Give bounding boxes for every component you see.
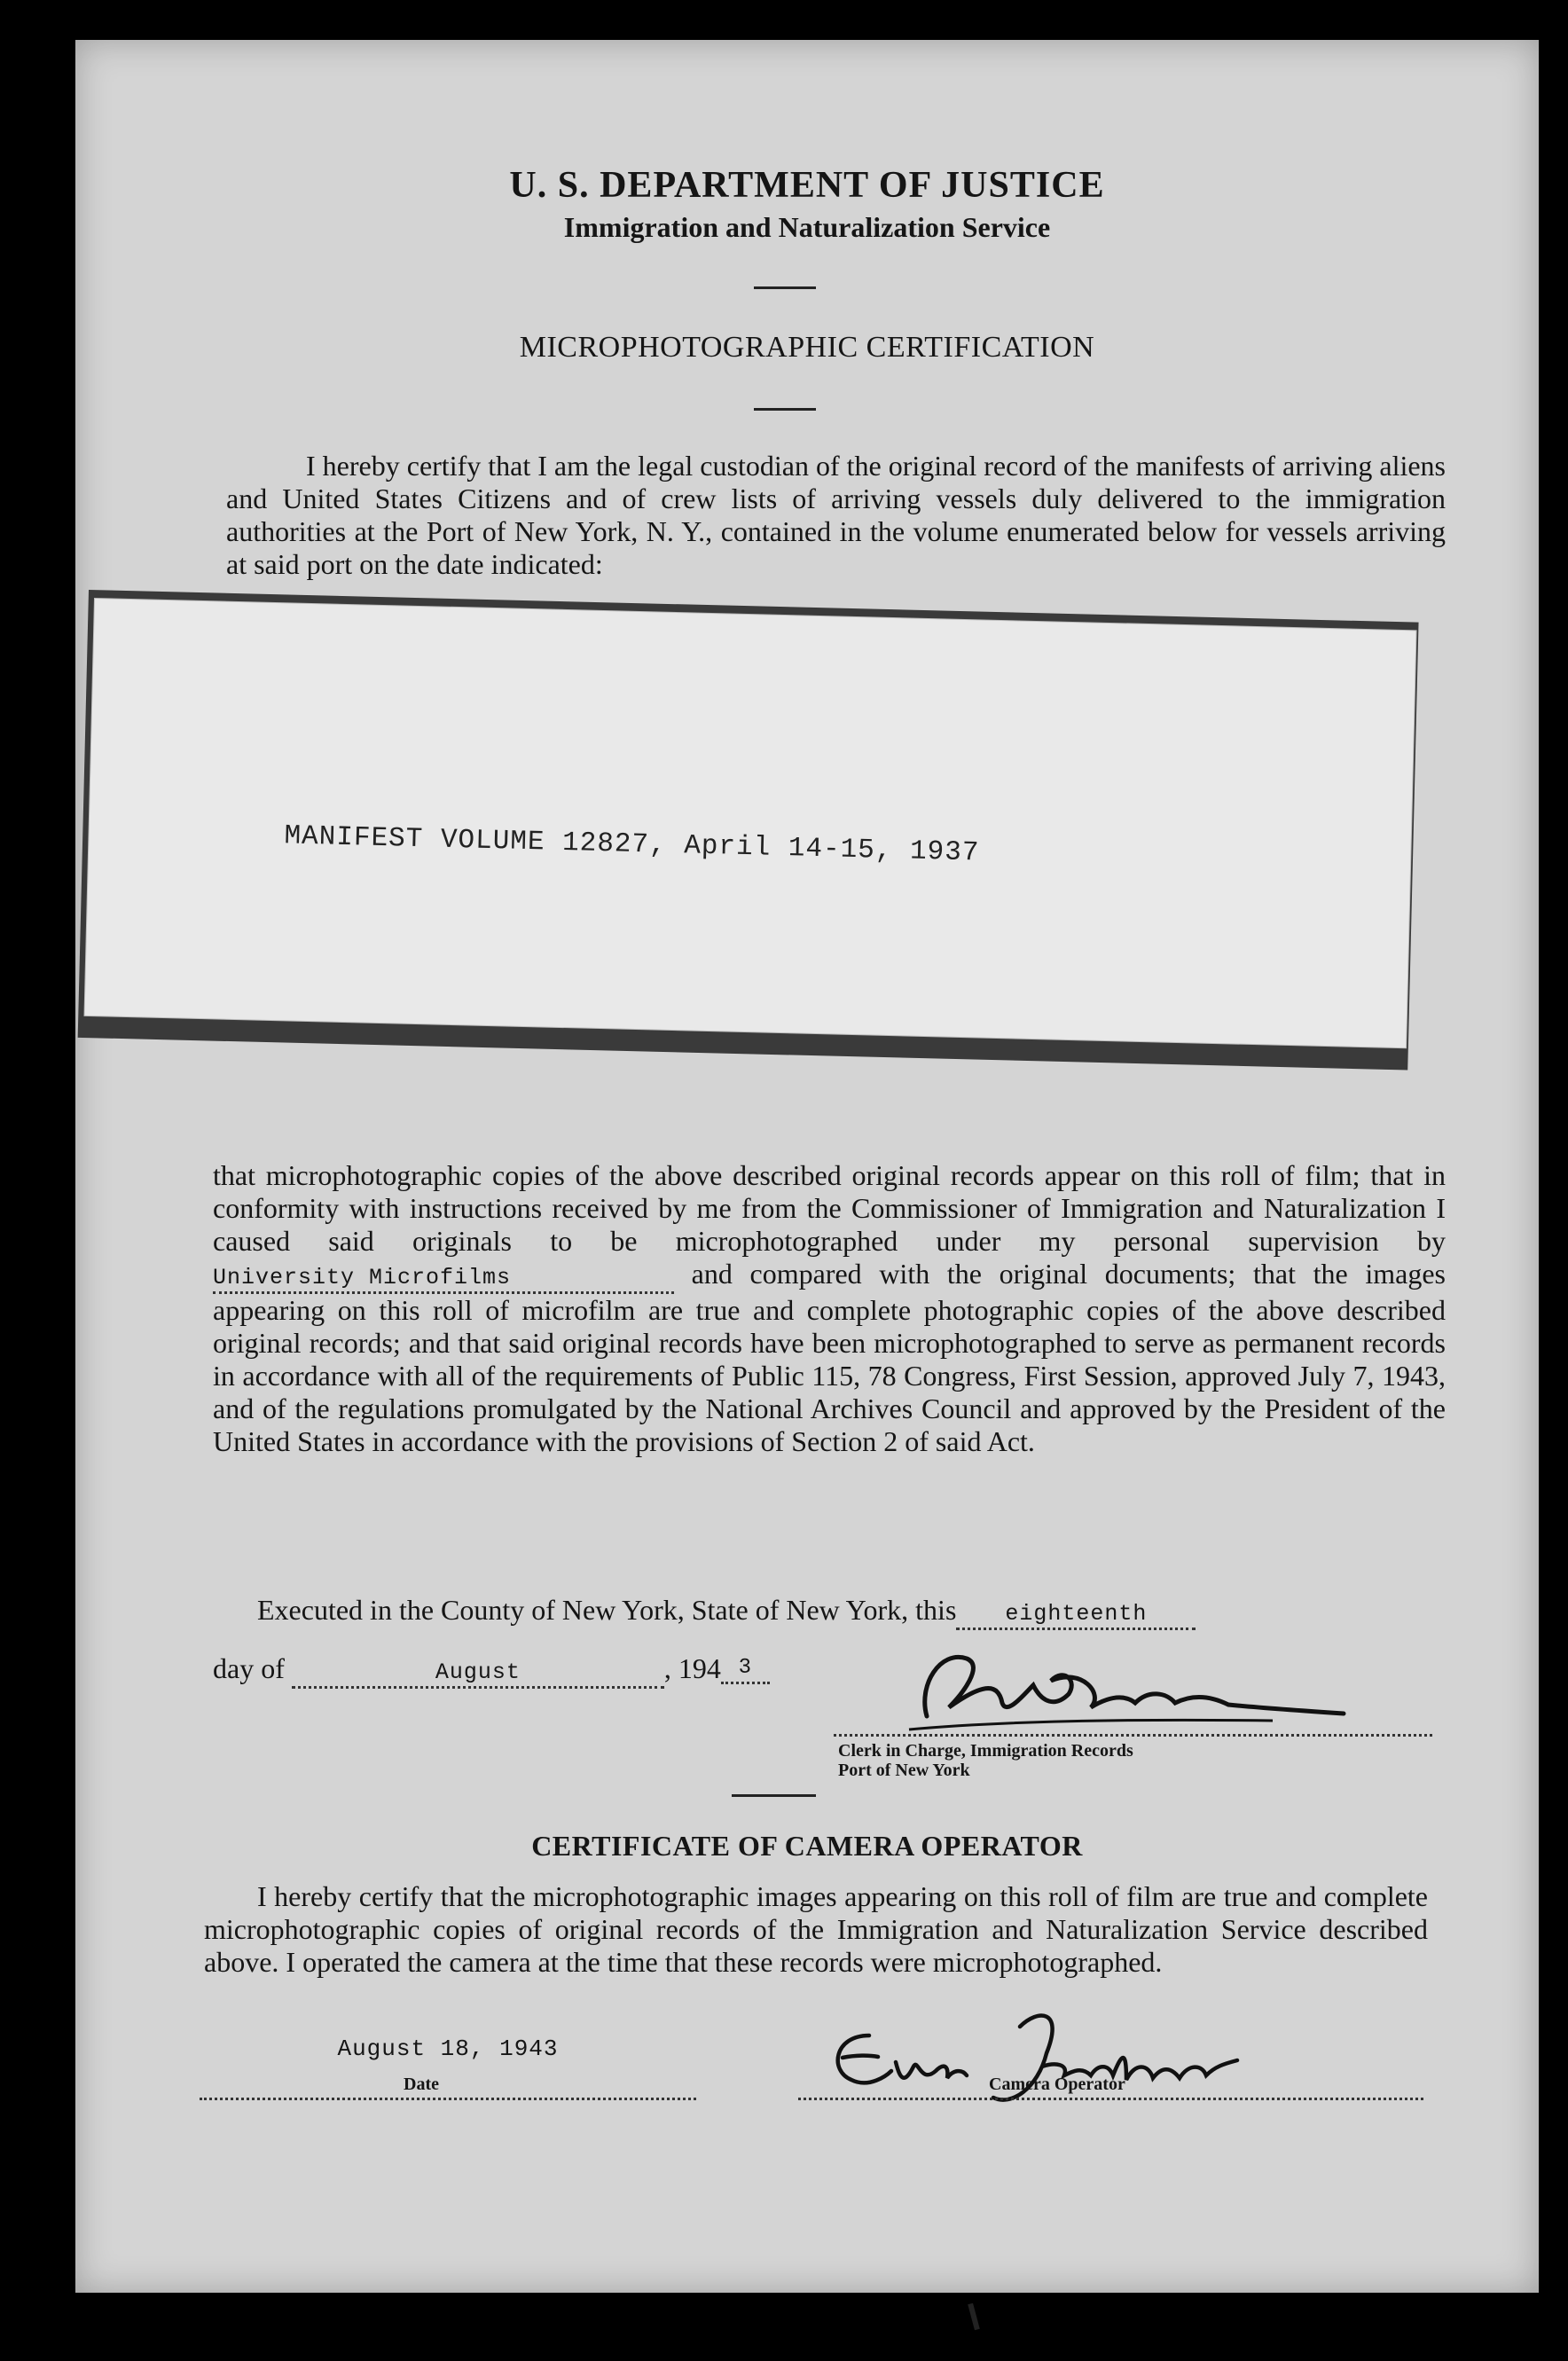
camera-certificate-paragraph: I hereby certify that the microphotographic images appearing on this roll of film are true and complete microphotographic copies of original records of the Immigration and Naturalization Service described above. I operated the camera at the time that these records were microphotographed.: [204, 1880, 1428, 1978]
year-prefix: , 194: [663, 1652, 721, 1684]
execution-line: [213, 1594, 1446, 1630]
clerk-signature-line: [834, 1734, 1432, 1737]
camera-certificate-title: CERTIFICATE OF CAMERA OPERATOR: [531, 1830, 1083, 1862]
clerk-title: [838, 1741, 1282, 1780]
camera-operator-label: Camera Operator: [989, 2075, 1125, 2094]
date-label: Date: [404, 2075, 439, 2094]
execution-text: Executed in the County of New York, State of New York, this: [257, 1594, 957, 1626]
manifest-slip: [85, 599, 1416, 1047]
certification-body: [213, 1159, 1446, 1458]
department-title: U. S. DEPARTMENT OF JUSTICE: [509, 165, 1105, 206]
clerk-title-line1: Clerk in Charge, Immigration Records: [838, 1741, 1133, 1761]
divider: [754, 286, 816, 289]
service-subtitle: Immigration and Naturalization Service: [563, 211, 1051, 243]
manifest-volume-text: MANIFEST VOLUME 12827, April 14-15, 1937: [284, 820, 980, 869]
clerk-title-line2: Port of New York: [838, 1761, 970, 1780]
film-mark: [968, 2303, 980, 2331]
divider: [754, 408, 816, 411]
intro-paragraph: I hereby certify that I am the legal custodian of the original record of the manifests of arriving aliens and United States Citizens and of crew lists of arriving vessels duly delivered to the immigration authorities at the Port of New York, N. Y., contained in the volume enumerated below for vessels arriving at said port on the date indicated:: [226, 450, 1446, 580]
day-of-label: day of: [213, 1652, 285, 1684]
day-of-line: [213, 1652, 922, 1689]
clerk-signature: [900, 1632, 1361, 1734]
day-field: eighteenth: [956, 1601, 1196, 1630]
camera-operator-signature-line: [798, 2098, 1423, 2100]
divider: [732, 1794, 816, 1797]
body-text-part1: that microphotographic copies of the above described original records appear on this roll of film; that in conformity with instructions received by me from the Commissioner of Immigration and Naturalization I caused said originals to be microphotographed under my personal supervision by: [213, 1159, 1446, 1257]
body-text-part2: and compared with the original documents; that the images appearing on this roll of microfilm are true and complete photographic copies of the above described original records; and that said original records have been microphotographed to serve as permanent records in accordance with all of the requirements of Public 115, 78 Congress, First Session, approved July 7, 1943, and of the regulations promulgated by the National Archives Council and approved by the President of the United States in accordance with the provisions of Section 2 of said Act.: [213, 1258, 1446, 1457]
microfilmer-field: University Microfilms: [213, 1265, 674, 1294]
certification-title: MICROPHOTOGRAPHIC CERTIFICATION: [519, 331, 1095, 364]
date-value: August 18, 1943: [337, 2035, 559, 2062]
month-field: August: [292, 1659, 664, 1689]
certificate-page: [75, 40, 1539, 2293]
date-line: [200, 2067, 696, 2100]
year-suffix-field: 3: [721, 1655, 770, 1684]
